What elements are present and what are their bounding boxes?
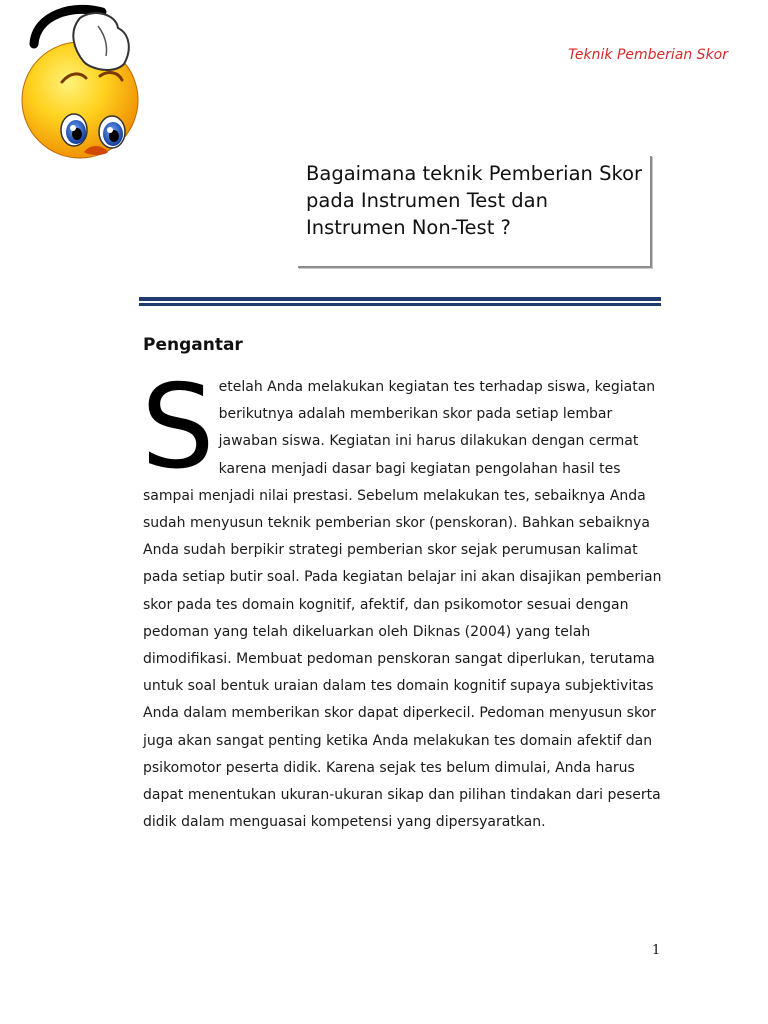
header-title: Teknik Pemberian Skor xyxy=(568,47,728,63)
thinking-face-icon xyxy=(14,4,144,164)
section-heading: Pengantar xyxy=(143,335,243,355)
divider-rule-top xyxy=(139,297,661,301)
page-number: 1 xyxy=(652,943,661,958)
drop-cap: S xyxy=(141,360,215,495)
question-box xyxy=(298,156,652,268)
body-paragraph: etelah Anda melakukan kegiatan tes terhadap siswa, kegiatan berikutnya adalah memberikan skor pada setiap lembar jawaban siswa. Kegiatan ini harus dilakukan dengan cermat karena menjadi dasar bagi kegiatan pengolahan hasil tes sampai menjadi nilai prestasi. Sebelum melakukan tes, sebaiknya Anda sudah menyusun teknik pemberian skor (penskoran). Bahkan sebaiknya Anda sudah berpikir strategi pemberian skor sejak perumusan kalimat pada setiap butir soal. Pada kegiatan belajar ini akan disajikan pemberian skor pada tes domain kognitif, afektif, dan psikomotor sesuai dengan pedoman yang telah dikeluarkan oleh Diknas (2004) yang telah dimodifikasi. Membuat pedoman penskoran sangat diperlukan, terutama untuk soal bentuk uraian dalam tes domain kognitif supaya subjektivitas Anda dalam memberikan skor dapat diperkecil. Pedoman menyusun skor juga akan sangat penting ketika Anda melakukan tes domain afektif dan psikomotor peserta didik. Karena sejak tes belum dimulai, Anda harus dapat menentukan ukuran-ukuran sikap dan pilihan tindakan dari peserta didik dalam menguasai kompetensi yang dipersyaratkan. xyxy=(143,379,662,831)
body-section xyxy=(141,360,665,836)
divider-rule-bottom xyxy=(139,303,661,306)
question-heading: Bagaimana teknik Pemberian Skor pada Instrumen Test dan Instrumen Non-Test ? xyxy=(306,162,643,239)
